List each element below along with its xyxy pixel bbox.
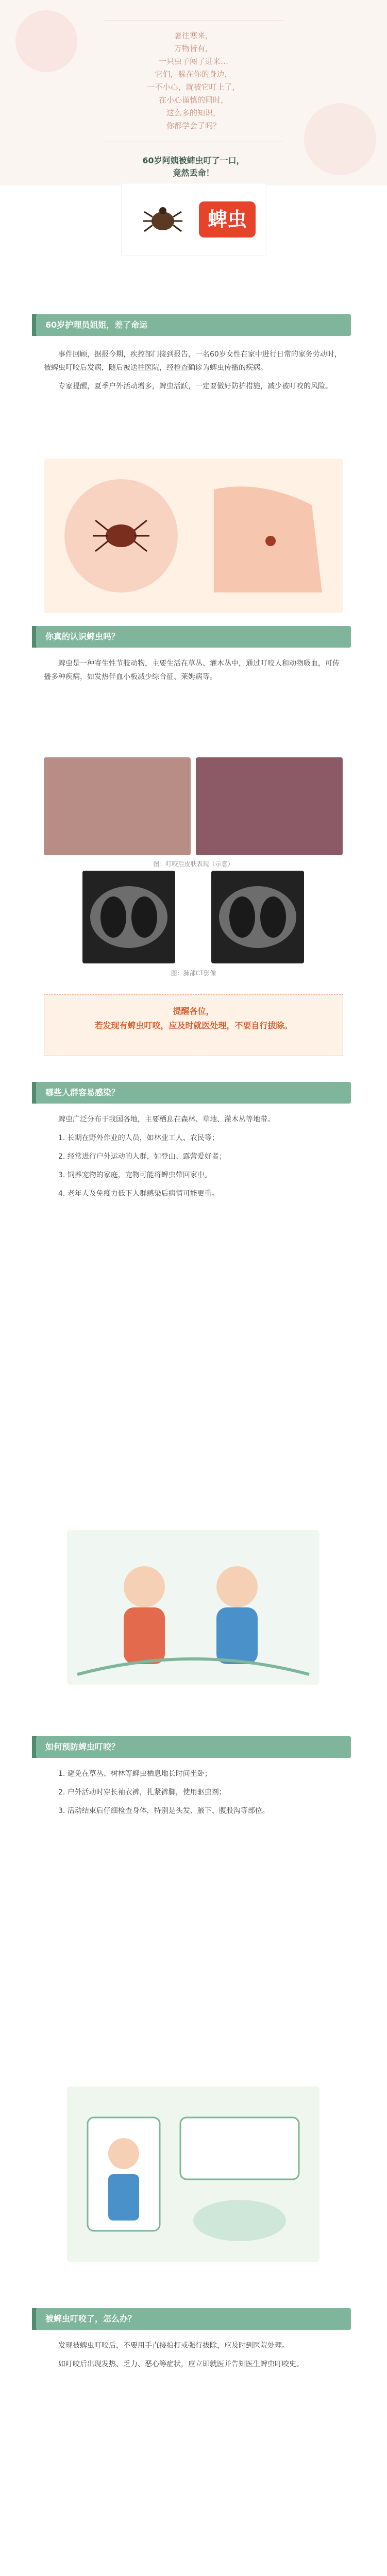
paragraph: 1. 长期在野外作业的人员，如林业工人、农民等； (58, 1134, 219, 1142)
section-body (44, 1113, 343, 1206)
paragraph: 1. 避免在草丛、树林等蜱虫栖息地长时间坐卧； (58, 1770, 212, 1778)
poem-line: 这么多的知识， (166, 108, 221, 117)
tick-logo (121, 183, 266, 256)
section-header: 哪些人群容易感染？ (36, 1082, 351, 1104)
poem-line: 一只虫子闯了进来… (158, 57, 228, 66)
section-body (44, 657, 343, 689)
poem-line: 一不小心，就被它叮上了， (147, 82, 240, 92)
skin-photo (196, 757, 343, 855)
title-line: 60岁阿姨被蜱虫叮了一口， (142, 156, 245, 165)
ct-scan (82, 871, 175, 963)
paragraph: 如叮咬后出现发热、乏力、恶心等症状，应立即就医并告知医生蜱虫叮咬史。 (58, 2360, 304, 2368)
paragraph: 蜱虫广泛分布于我国各地，主要栖息在森林、草地、灌木丛等地带。 (58, 1115, 275, 1124)
paragraph: 专家提醒，夏季户外活动增多，蜱虫活跃，一定要做好防护措施，减少被叮咬的风险。 (58, 382, 332, 391)
photo-caption: 图：肺部CT影像 (171, 970, 216, 977)
tick-logo-word: 蜱虫 (199, 201, 256, 238)
article-title (62, 155, 325, 179)
poem-line: 你都学会了吗？ (166, 121, 221, 130)
photo-caption: 图：叮咬后皮肤表现（示意） (153, 860, 234, 868)
skin-photo (44, 757, 191, 855)
paragraph: 2. 户外活动时穿长袖衣裤，扎紧裤脚，使用驱虫剂； (58, 1788, 226, 1797)
poem-line: 暑往寒来， (174, 31, 213, 40)
ct-scan (211, 871, 304, 963)
paragraph: 蜱虫是一种寄生性节肢动物，主要生活在草丛、灌木丛中，通过叮咬人和动物吸血，可传播多种疾病，如发热伴血小板减少综合征、莱姆病等。 (44, 659, 340, 681)
warning-line: 若发现有蜱虫叮咬，应及时就医处理，不要自行拔除。 (94, 1021, 293, 1030)
paragraph: 2. 经常进行户外运动的人群，如登山、露营爱好者； (58, 1153, 226, 1161)
paragraph: 3. 饲养宠物的家庭，宠物可能将蜱虫带回家中。 (58, 1171, 212, 1179)
section-header: 被蜱虫叮咬了，怎么办？ (36, 2308, 351, 2330)
section-body (44, 348, 343, 398)
warning-line: 提醒各位， (173, 1006, 214, 1016)
paragraph: 发现被蜱虫叮咬后，不要用手直接拍打或强行拔除，应及时到医院处理。 (58, 2342, 289, 2350)
paragraph: 事件回顾，据报今期，疾控部门接到报告，一名60岁女性在家中进行日常的家务劳动时，被蜱虫叮咬后发病，随后被送往医院，经检查确诊为蜱虫传播的疾病。 (44, 350, 342, 372)
warning-box (44, 994, 343, 1056)
section-header: 60岁护理员姐姐，差了命运 (36, 314, 351, 336)
paragraph: 3. 活动结束后仔细检查身体，特别是头发、腋下、腹股沟等部位。 (58, 1807, 270, 1815)
poem-line: 万物皆有， (174, 44, 213, 53)
section-header: 你真的认识蜱虫吗？ (36, 626, 351, 648)
tick-icon (142, 201, 183, 238)
tick-on-skin-illustration (44, 459, 343, 613)
prevention-illustration (67, 2087, 319, 2262)
section-header: 如何预防蜱虫叮咬？ (36, 1736, 351, 1758)
section-body (44, 2339, 343, 2376)
section-body (44, 1767, 343, 1823)
paragraph: 4. 老年人及免疫力低下人群感染后病情可能更重。 (58, 1190, 219, 1198)
people-illustration (67, 1530, 319, 1685)
title-line: 竟然丢命！ (173, 168, 214, 178)
poem-line: 它们，躲在你的身边， (155, 70, 232, 79)
tick-illustration (44, 459, 343, 613)
poem-line: 在小心谨慎的同时， (158, 95, 228, 105)
